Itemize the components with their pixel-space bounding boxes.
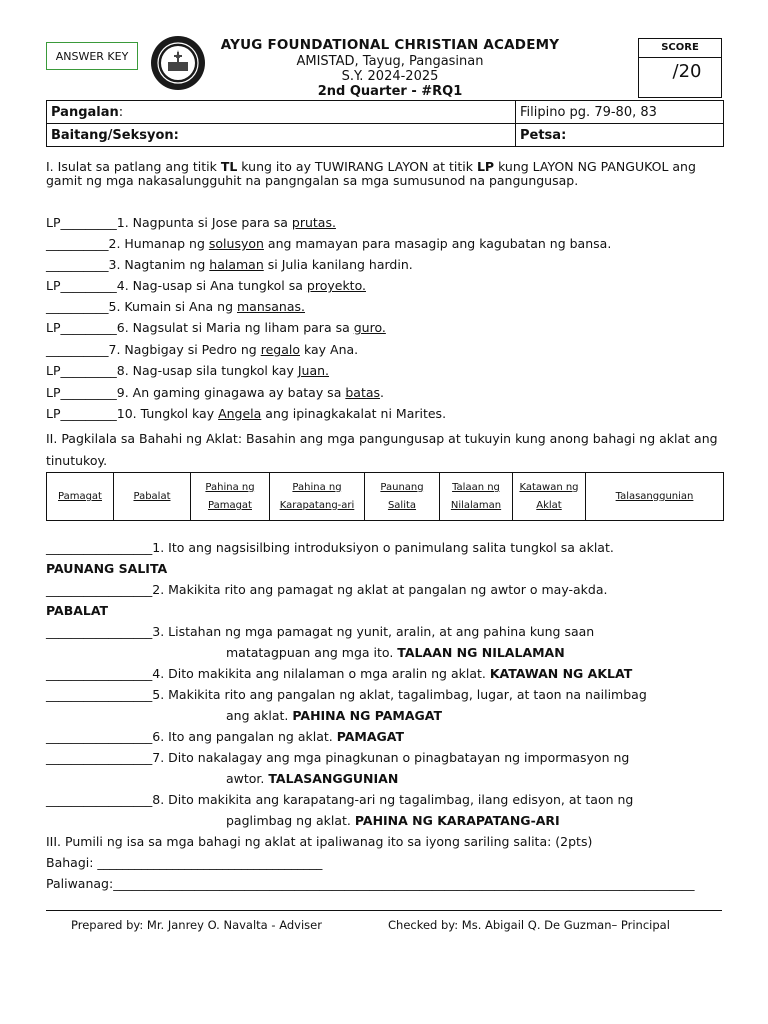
- item-text: 5. Kumain si Ana ng: [108, 299, 237, 314]
- answer-blank: _________________: [46, 582, 153, 597]
- list-item: [46, 257, 413, 272]
- instr-tl: TL: [220, 159, 238, 174]
- item-text: 3. Nagtanim ng: [108, 257, 210, 272]
- score-value: /20: [672, 61, 702, 82]
- answer-blank: LP_________: [46, 278, 117, 293]
- list-item: [46, 320, 386, 335]
- book-part-cell: [114, 473, 191, 521]
- name-label: Pangalan: [51, 104, 119, 120]
- list-item: [46, 299, 305, 314]
- underlined-word: solusyon: [208, 236, 264, 251]
- question-text: 6. Ito ang pangalan ng aklat.: [152, 729, 337, 744]
- item-text: 8. Nag-usap sila tungkol kay: [116, 363, 298, 378]
- book-part-label: Katawan ng Aklat: [519, 481, 579, 511]
- answer-text: PAUNANG SALITA: [46, 561, 168, 576]
- school-name: AYUG FOUNDATIONAL CHRISTIAN ACADEMY: [220, 37, 560, 53]
- part2-question-2: [46, 582, 607, 597]
- instr-lp: LP: [476, 159, 495, 174]
- item-text: 4. Nag-usap si Ana tungkol sa: [116, 278, 307, 293]
- question-text: awtor.: [226, 771, 269, 786]
- question-text: 4. Dito makikita ang nilalaman o mga aralin ng aklat.: [152, 666, 490, 681]
- part2-question-6: [46, 729, 404, 744]
- prepared-by: Prepared by: Mr. Janrey O. Navalta - Adviser: [71, 918, 322, 932]
- underlined-word: regalo: [260, 342, 300, 357]
- book-part-cell: [513, 473, 586, 521]
- list-item: [46, 215, 336, 230]
- subject-cell: Filipino pg. 79-80, 83: [516, 101, 724, 124]
- question-text: matatagpuan ang mga ito.: [226, 645, 398, 660]
- list-item: [46, 363, 329, 378]
- part2-question-1: [46, 540, 614, 555]
- item-text: 7. Nagbigay si Pedro ng: [108, 342, 261, 357]
- book-part-cell: [270, 473, 365, 521]
- item-text: 2. Humanap ng: [108, 236, 209, 251]
- book-part-label: Pahina ng Karapatang-ari: [279, 481, 355, 511]
- item-text: 9. An gaming ginagawa ay batay sa: [116, 385, 346, 400]
- score-box: [638, 38, 722, 98]
- part2-question-7: [46, 750, 629, 765]
- item-text: kay Ana.: [300, 342, 359, 357]
- answer-blank: _________________: [46, 624, 153, 639]
- book-part-label: Pabalat: [133, 490, 171, 502]
- question-text: 2. Makikita rito ang pamagat ng aklat at pangalan ng awtor o may-akda.: [152, 582, 608, 597]
- book-part-cell: [440, 473, 513, 521]
- answer-text: PAHINA NG PAMAGAT: [292, 708, 443, 723]
- answer-blank: _________________: [46, 750, 153, 765]
- list-item: [46, 385, 384, 400]
- item-text: ang ipinagkakalat ni Marites.: [261, 406, 447, 421]
- item-text: 1. Nagpunta si Jose para sa: [116, 215, 292, 230]
- question-text: paglimbag ng aklat.: [226, 813, 355, 828]
- checked-by: Checked by: Ms. Abigail Q. De Guzman– Principal: [388, 918, 670, 932]
- instr-text: kung ito ay TUWIRANG LAYON at titik: [237, 159, 477, 174]
- book-part-label: Talaan ng Nilalaman: [450, 481, 502, 511]
- book-part-cell: [47, 473, 114, 521]
- item-text: ang mamayan para masagip ang kagubatan ng bansa.: [263, 236, 612, 251]
- school-address: AMISTAD, Tayug, Pangasinan: [296, 54, 484, 69]
- answer-blank: _________________: [46, 729, 153, 744]
- student-info-table: [46, 100, 724, 147]
- list-item: [46, 342, 358, 357]
- question-text: 7. Dito nakalagay ang mga pinagkunan o pinagbatayan ng impormasyon ng: [152, 750, 630, 765]
- list-item: [46, 406, 446, 421]
- underlined-word: guro.: [353, 320, 386, 335]
- book-part-cell: [365, 473, 440, 521]
- instr-text: I. Isulat sa patlang ang titik: [46, 159, 221, 174]
- answer-blank: LP_________: [46, 215, 117, 230]
- grade-section-label: Baitang/Seksyon:: [47, 124, 516, 147]
- answer-text: TALAAN NG NILALAMAN: [397, 645, 565, 660]
- answer-text: KATAWAN NG AKLAT: [489, 666, 633, 681]
- underlined-word: halaman: [209, 257, 264, 272]
- answer-key-label: ANSWER KEY: [46, 42, 138, 70]
- answer-blank: __________: [46, 342, 109, 357]
- question-text: 8. Dito makikita ang karapatang-ari ng tagalimbag, ilang edisyon, at taon ng: [152, 792, 634, 807]
- question-text: 3. Listahan ng mga pamagat ng yunit, aralin, at ang pahina kung saan: [152, 624, 595, 639]
- answer-blank: __________: [46, 257, 109, 272]
- question-text: 1. Ito ang nagsisilbing introduksiyon o panimulang salita tungkol sa aklat.: [152, 540, 614, 555]
- item-text: 6. Nagsulat si Maria ng liham para sa: [116, 320, 354, 335]
- book-part-cell: [191, 473, 270, 521]
- book-part-label: Pamagat: [58, 490, 102, 502]
- paliwanag-field: Paliwanag:_____________________________________________________________________________________________: [46, 876, 695, 891]
- answer-blank: _________________: [46, 666, 153, 681]
- name-colon: :: [118, 104, 124, 120]
- book-parts-table: [46, 472, 724, 521]
- part1-instructions: [46, 160, 716, 188]
- answer-text: PAHINA NG KARAPATANG-ARI: [354, 813, 560, 828]
- book-part-label: Pahina ng Pamagat: [205, 481, 255, 511]
- part3-instructions: III. Pumili ng isa sa mga bahagi ng aklat at ipaliwanag ito sa iyong sariling salita: (2pts): [46, 834, 593, 849]
- book-part-cell: [586, 473, 724, 521]
- answer-blank: LP_________: [46, 406, 117, 421]
- answer-blank: LP_________: [46, 385, 117, 400]
- answer-text: PABALAT: [46, 603, 109, 618]
- list-item: [46, 236, 611, 251]
- score-label: SCORE: [639, 39, 721, 58]
- answer-text: PAMAGAT: [336, 729, 404, 744]
- answer-blank: __________: [46, 236, 109, 251]
- question-text: 5. Makikita rito ang pangalan ng aklat, tagalimbag, lugar, at taon na nailimbag: [152, 687, 647, 702]
- book-part-label: Talasanggunian: [615, 490, 694, 502]
- answer-blank: LP_________: [46, 320, 117, 335]
- item-text: .: [380, 385, 384, 400]
- answer-blank: _________________: [46, 540, 153, 555]
- name-cell: [47, 101, 516, 124]
- list-item: [46, 278, 366, 293]
- answer-blank: LP_________: [46, 363, 117, 378]
- part2-question-3: [46, 624, 594, 639]
- part2-question-5: [46, 687, 647, 702]
- underlined-word: Juan.: [297, 363, 330, 378]
- underlined-word: batas: [345, 385, 381, 400]
- school-year: S.Y. 2024-2025: [341, 69, 439, 84]
- answer-blank: _________________: [46, 687, 153, 702]
- question-text: ang aklat.: [226, 708, 293, 723]
- part2-instructions: II. Pagkilala sa Bahahi ng Aklat: Basahin ang mga pangungusap at tukuyin kung anong bahagi ng aklat ang tinutukoy.: [46, 431, 718, 468]
- question-continuation: [226, 771, 398, 786]
- quarter-label: 2nd Quarter - #RQ1: [317, 84, 463, 99]
- question-continuation: [226, 645, 565, 660]
- underlined-word: proyekto.: [306, 278, 366, 293]
- item-text: si Julia kanilang hardin.: [263, 257, 413, 272]
- book-part-label: Paunang Salita: [380, 481, 424, 511]
- instr-text: kung LAYON NG PANGUKOL ang gamit ng mga nakasalungguhit na pangngalan sa mga sumusunod na pangungusap.: [46, 159, 696, 188]
- part2-question-4: [46, 666, 632, 681]
- bahagi-field: Bahagi: ____________________________________: [46, 855, 323, 870]
- underlined-word: mansanas.: [237, 299, 305, 314]
- answer-line: [46, 910, 722, 911]
- answer-blank: __________: [46, 299, 109, 314]
- question-continuation: [226, 708, 442, 723]
- answer-blank: _________________: [46, 792, 153, 807]
- underlined-word: Angela: [218, 406, 262, 421]
- underlined-word: prutas.: [291, 215, 336, 230]
- item-text: 10. Tungkol kay: [116, 406, 219, 421]
- date-label: Petsa:: [516, 124, 724, 147]
- part2-question-8: [46, 792, 633, 807]
- question-continuation: [226, 813, 560, 828]
- answer-text: TALASANGGUNIAN: [268, 771, 399, 786]
